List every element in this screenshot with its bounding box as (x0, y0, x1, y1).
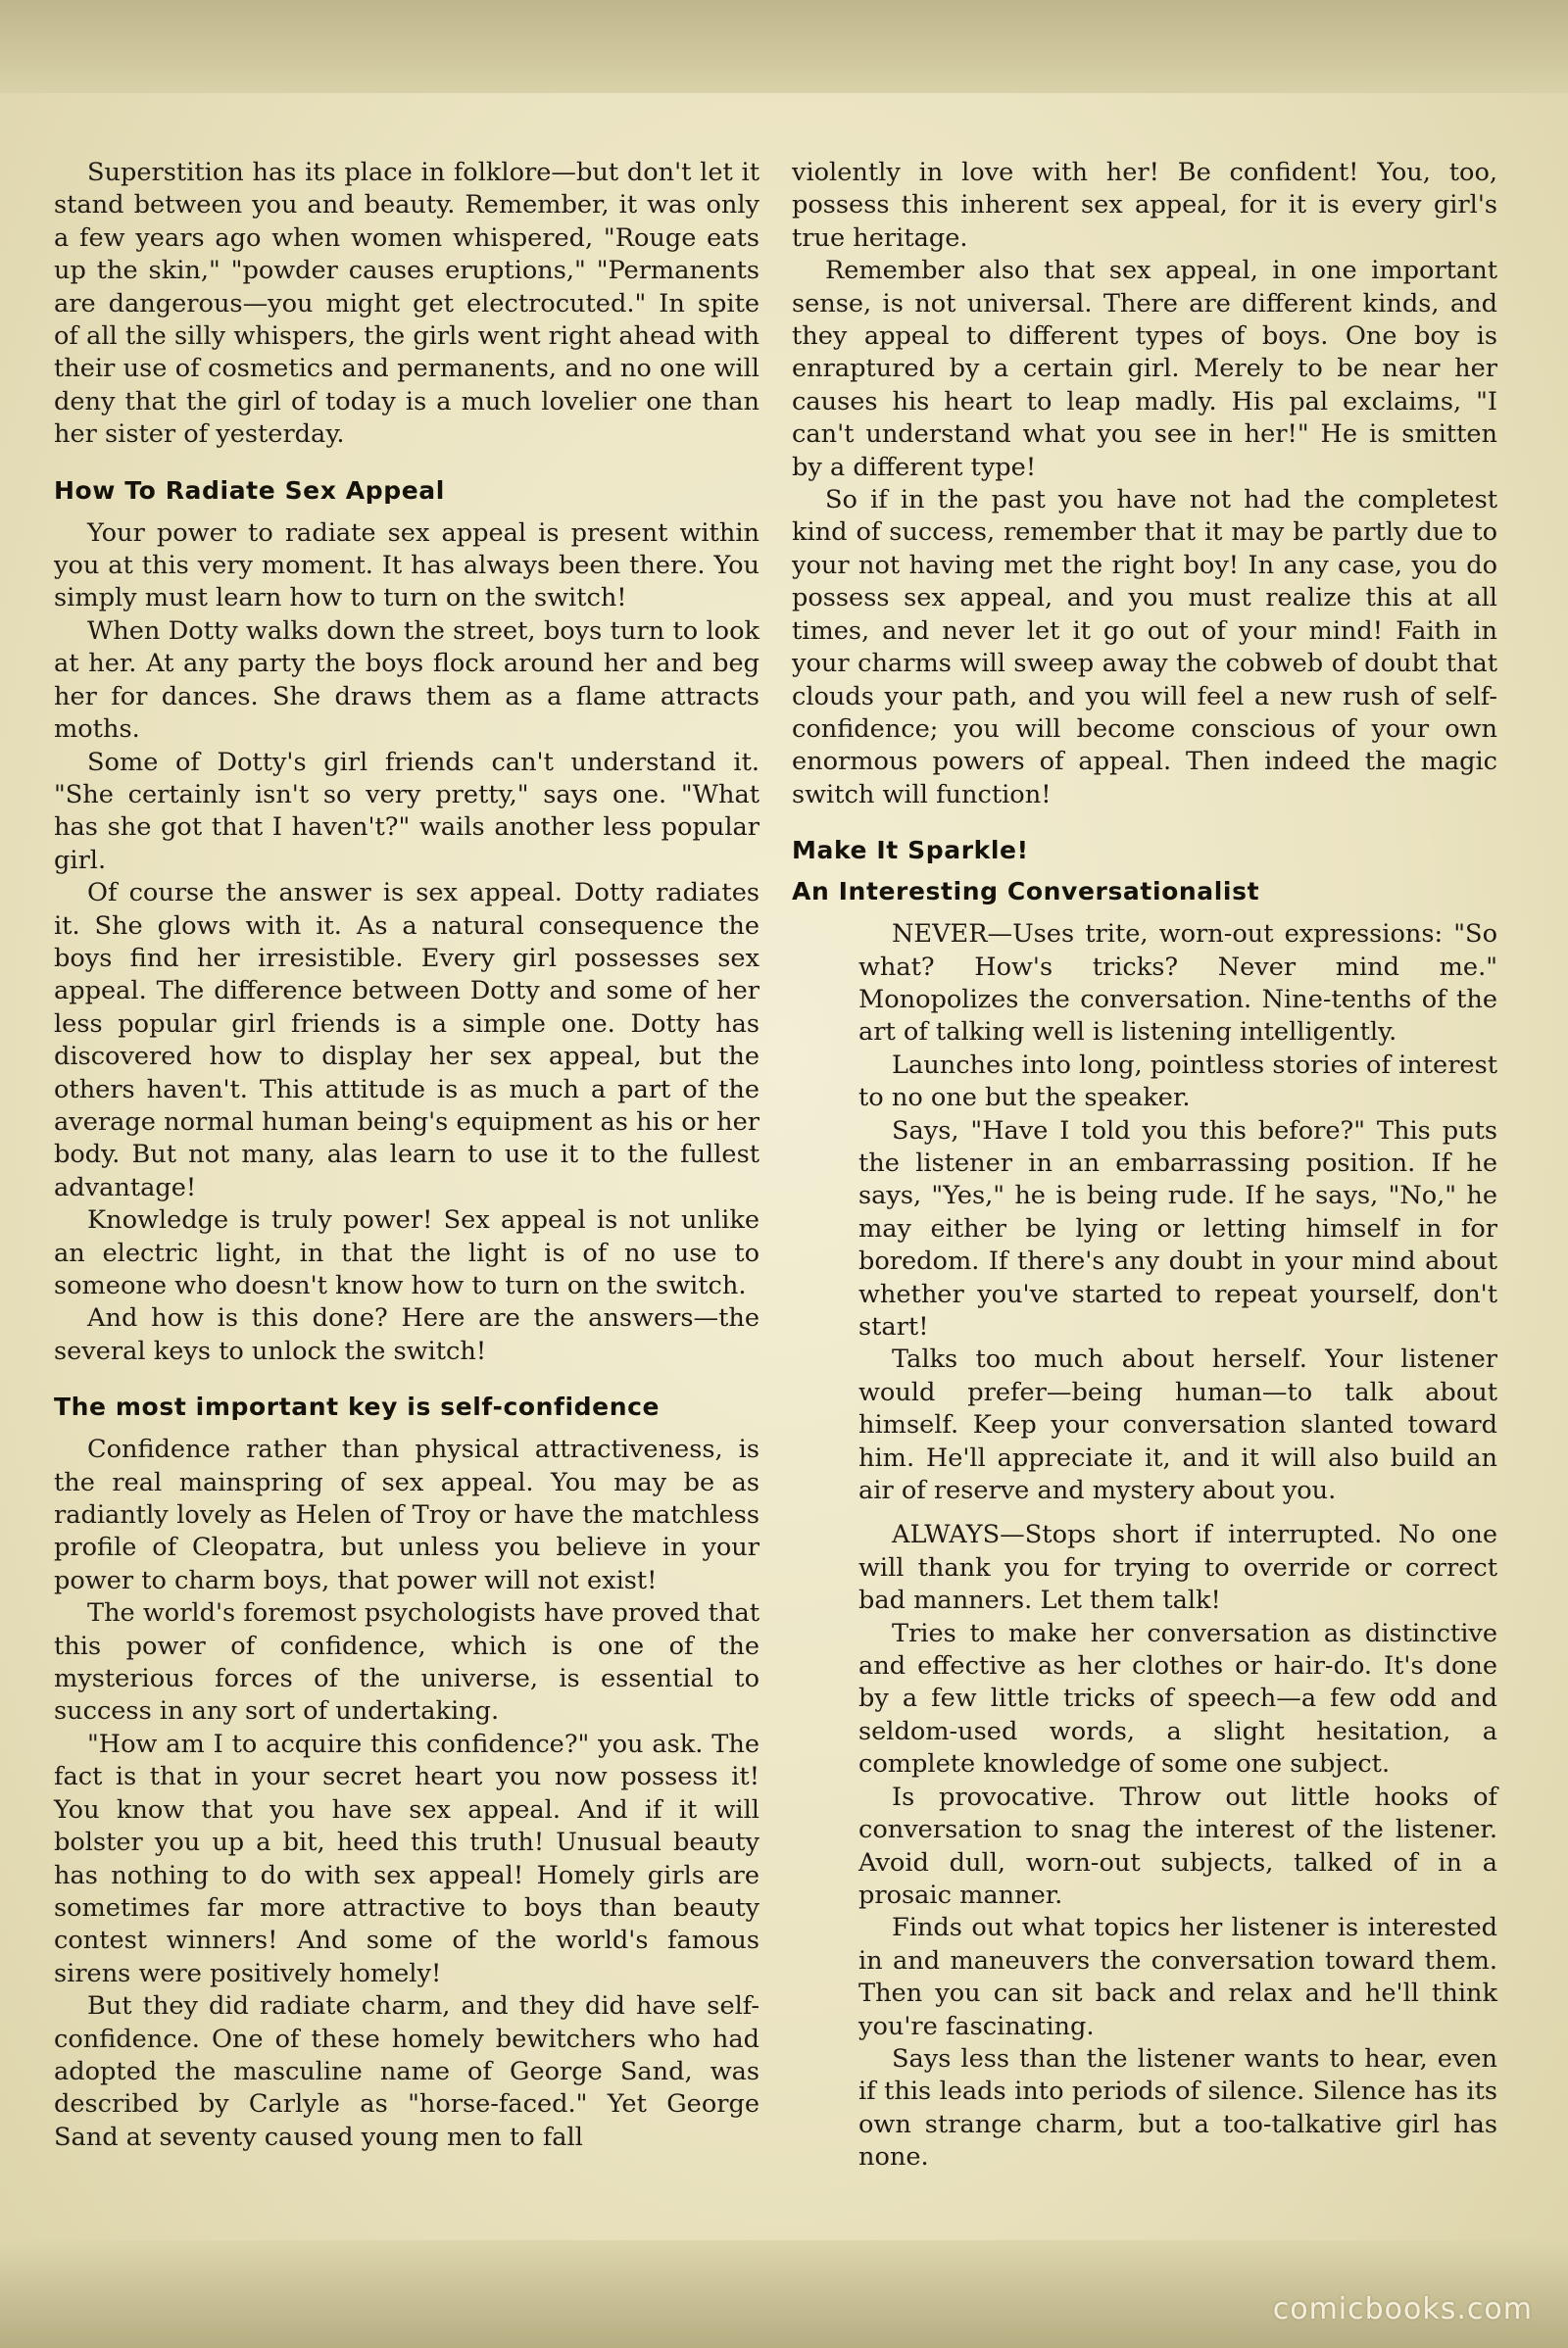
list-item: Says less than the listener wants to hear, even if this leads into periods of silence. Silence has its own strange charm, but a too-talkative girl has none. (858, 2043, 1497, 2173)
site-watermark: comicbooks.com (1272, 2292, 1533, 2326)
paragraph: Confidence rather than physical attractiveness, is the real mainspring of sex appeal. You may be as radiantly lovely as Helen of Troy or have the matchless profile of Cleopatra, but unless you believe in your power to charm boys, that power will not exist! (54, 1435, 760, 1595)
always-list (792, 1519, 1497, 2174)
paragraph: So if in the past you have not had the completest kind of success, remember that it may be partly due to your not having met the right boy! In any case, you do possess sex appeal, and you must realize this at all times, and never let it go out of your mind! Faith in your charms will sweep away the cobweb of doubt that clouds your path, and you will feel a new rush of self-confidence; you will become conscious of your own enormous powers of appeal. Then indeed the magic switch will function! (792, 485, 1497, 809)
section-heading: Make It Sparkle! (792, 836, 1029, 865)
section-heading: The most important key is self-confidence (54, 1393, 661, 1422)
list-item: ALWAYS—Stops short if interrupted. No one will thank you for trying to override or correct bad manners. Let them talk! (858, 1520, 1497, 1616)
never-list (792, 918, 1497, 1507)
list-item: NEVER—Uses trite, worn-out expressions: "So what? How's tricks? Never mind me." Monopolizes the conversation. Nine-tenths of the art of talking well is listening intelligently. (858, 919, 1497, 1048)
top-margin (0, 0, 1568, 93)
paragraph: But they did radiate charm, and they did have self-confidence. One of these homely bewitchers who had adopted the masculine name of George Sand, was described by Carlyle as "horse-faced." Yet George Sand at seventy caused young men to fall (54, 1991, 760, 2152)
paragraph: "How am I to acquire this confidence?" you ask. The fact is that in your secret heart you now possess it! You know that you have sex appeal. And if it will bolster you up a bit, heed this truth! Unusual beauty has nothing to do with sex appeal! Homely girls are sometimes far more attractive to boys than beauty contest winners! And some of the world's famous sirens were positively homely! (54, 1729, 760, 1988)
paragraph: Your power to radiate sex appeal is present within you at this very moment. It has always been there. You simply must learn how to turn on the switch! (54, 517, 760, 613)
list-item: Finds out what topics her listener is interested in and maneuvers the conversation toward them. Then you can sit back and relax and he'll think you're fascinating. (858, 1913, 1497, 2041)
right-column (792, 157, 1497, 2175)
paragraph: When Dotty walks down the street, boys turn to look at her. At any party the boys flock around her and beg her for dances. She draws them as a flame attracts moths. (54, 615, 760, 745)
list-item: Launches into long, pointless stories of interest to no one but the speaker. (858, 1050, 1497, 1113)
list-item: Talks too much about herself. Your listener would prefer—being human—to talk about himself. Keep your conversation slanted toward him. He'll appreciate it, and it will also build an air of reserve and mystery about you. (858, 1345, 1497, 1506)
section-subheading: An Interesting Conversationalist (792, 877, 1260, 906)
paragraph: Remember also that sex appeal, in one important sense, is not universal. There are different kinds, and they appeal to different types of boys. One boy is enraptured by a certain girl. Merely to be near her causes his heart to leap madly. His pal exclaims, "I can't understand what you see in her!" He is smitten by a different type! (792, 256, 1497, 482)
paragraph: violently in love with her! Be confident! You, too, possess this inherent sex appeal, for it is every girl's true heritage. (792, 158, 1497, 253)
section-heading: How To Radiate Sex Appeal (54, 475, 445, 505)
list-item: Tries to make her conversation as distinctive and effective as her clothes or hair-do. It's done by a few little tricks of speech—a few odd and seldom-used words, a slight hesitation, a complete knowledge of some one subject. (858, 1618, 1497, 1780)
paragraph: And how is this done? Here are the answers—the several keys to unlock the switch! (54, 1303, 760, 1366)
paragraph: Of course the answer is sex appeal. Dotty radiates it. She glows with it. As a natural consequence the boys find her irresistible. Every girl possesses sex appeal. The difference between Dotty and some of her less popular girl friends is a simple one. Dotty has discovered how to display her sex appeal, but the others haven't. This attitude is as much a part of the average normal human being's equipment as his or her body. But not many, alas learn to use it to the fullest advantage! (54, 878, 760, 1202)
list-item: Is provocative. Throw out little hooks of conversation to snag the interest of the listener. Avoid dull, worn-out subjects, talked of in a prosaic manner. (858, 1782, 1497, 1910)
paragraph: Superstition has its place in folklore—but don't let it stand between you and beauty. Remember, it was only a few years ago when women whispered, "Rouge eats up the skin," "powder causes eruptions," "Permanents are dangerous—you might get electrocuted." In spite of all the silly whispers, the girls went right ahead with their use of cosmetics and permanents, and no one will deny that the girl of today is a much lovelier one than her sister of yesterday. (54, 158, 760, 450)
paragraph: The world's foremost psychologists have proved that this power of confidence, which is one of the mysterious forces of the universe, is essential to success in any sort of undertaking. (54, 1598, 760, 1727)
left-column (54, 157, 760, 2154)
list-item: Says, "Have I told you this before?" This puts the listener in an embarrassing position. If he says, "Yes," he is being rude. If he says, "No," he may either be lying or letting himself in for boredom. If there's any doubt in your mind about whether you've started to repeat yourself, don't start! (858, 1115, 1497, 1342)
paragraph: Knowledge is truly power! Sex appeal is not unlike an electric light, in that the light is of no use to someone who doesn't know how to turn on the switch. (54, 1205, 760, 1300)
paragraph: Some of Dotty's girl friends can't understand it. "She certainly isn't so very pretty," says one. "What has she got that I haven't?" wails another less popular girl. (54, 747, 760, 875)
